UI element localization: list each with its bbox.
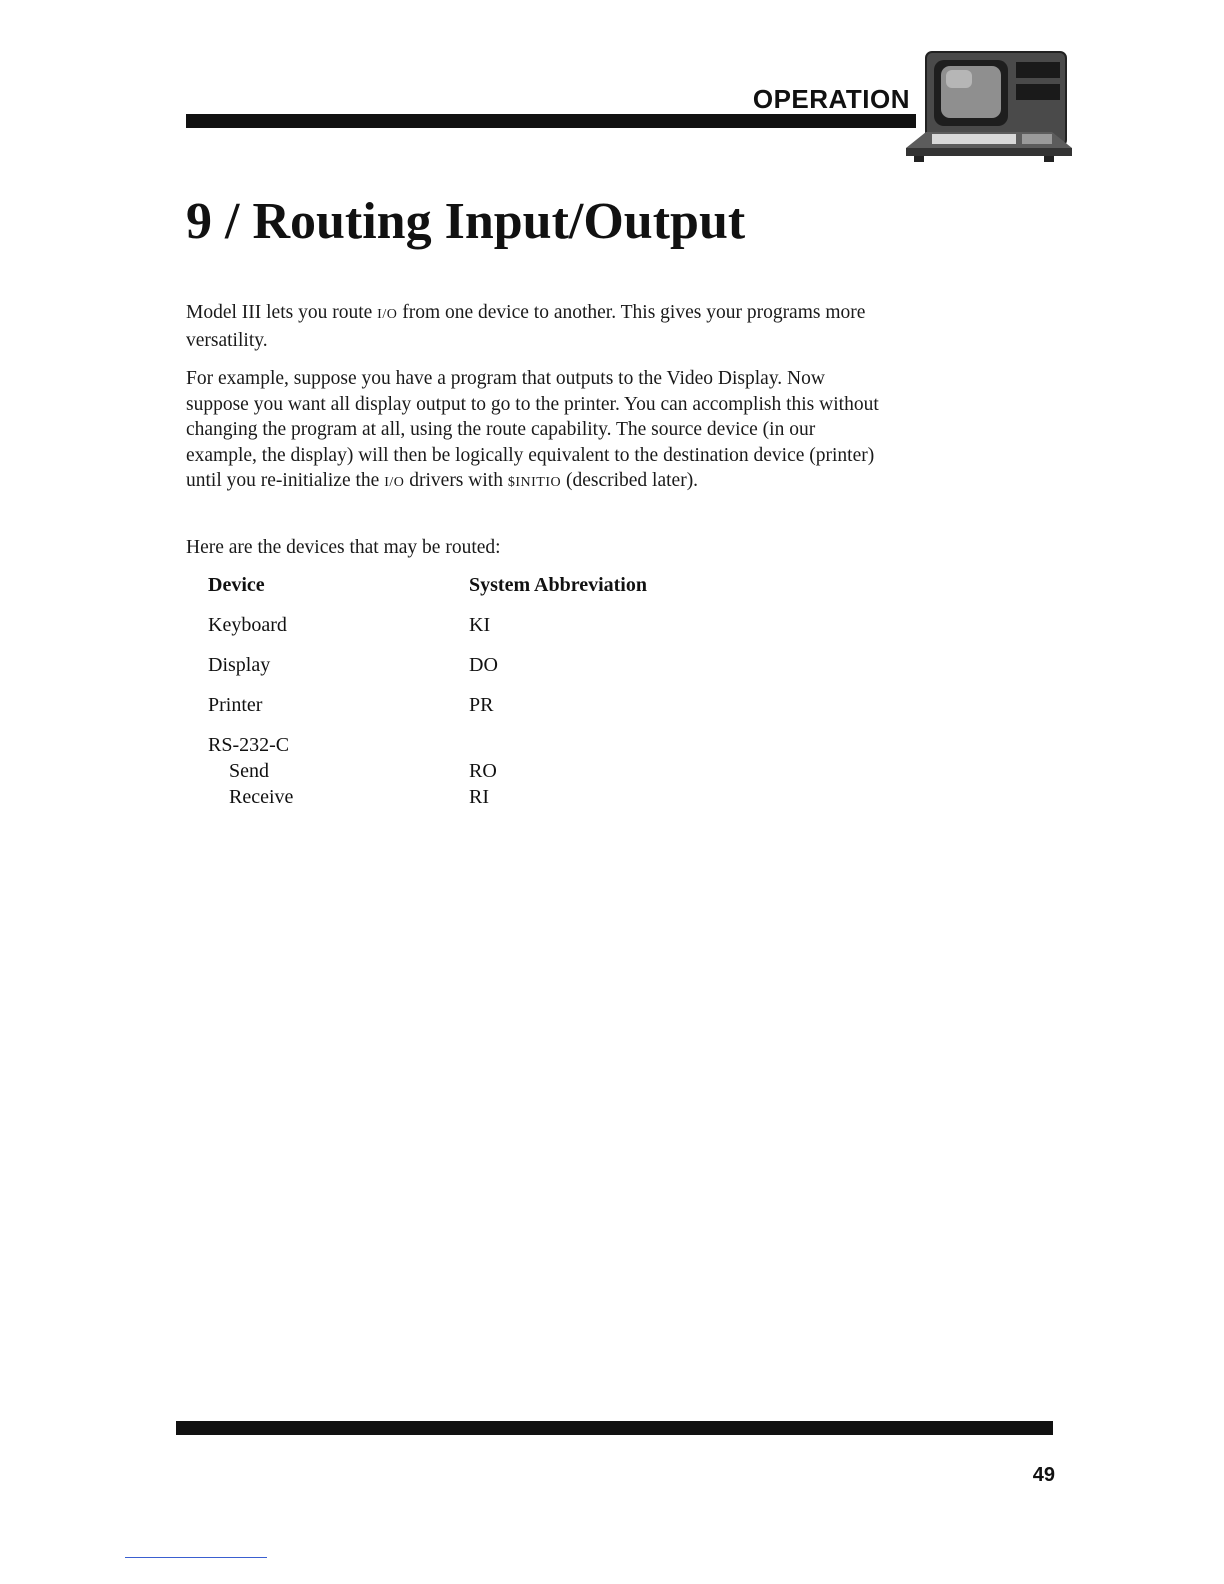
abbreviation-cell: RI [469,786,489,808]
intro-paragraph: Model III lets you route I/O from one device to another. This gives your programs more versatility. [186,302,866,351]
header-rule [186,114,916,128]
section-label: OPERATION [752,84,910,114]
table-header-row [208,572,728,598]
keyboard-keys [932,134,1016,144]
devices-intro: Here are the devices that may be routed: [186,537,501,558]
table-row [208,692,728,718]
chapter-title: 9 / Routing Input/Output [186,193,746,250]
table-row [208,612,728,638]
table-row [208,652,728,678]
disk-drive-slot [1016,62,1060,78]
footnote-rule [125,1557,267,1558]
disk-drive-slot [1016,84,1060,100]
device-cell: Keyboard [208,614,287,636]
abbreviation-cell: RO [469,760,497,782]
device-cell: Display [208,654,271,676]
device-cell: Receive [229,786,294,808]
page-number: 49 [1032,1464,1055,1486]
device-cell: Printer [208,694,263,716]
io-abbreviation: I/O [384,475,405,490]
table-row [208,758,728,784]
sinitio-command: $INITIO [507,475,562,490]
device-column-header: Device [208,574,265,596]
device-cell: Send [229,760,269,782]
abbreviation-cell: DO [469,654,498,676]
table-row [208,732,728,758]
footer-rule [176,1421,1053,1435]
abbreviation-cell: PR [469,694,494,716]
io-abbreviation: I/O [377,307,398,322]
example-paragraph: For example, suppose you have a program that outputs to the Video Display. Now suppose you want all display output to go to the printer. You can accomplish this without changing the program at all, using the route capability. The source device (in our example, the display) will then be logically equivalent to the destination device (printer) until you re-initialize the I/O drivers with $INITIO (described later). [186,368,879,491]
computer-terminal-icon [904,50,1074,170]
device-cell: RS-232-C [208,734,290,756]
device-table [208,572,728,810]
abbreviation-column-header: System Abbreviation [469,574,647,596]
abbreviation-cell: KI [469,614,491,636]
table-row [208,784,728,810]
